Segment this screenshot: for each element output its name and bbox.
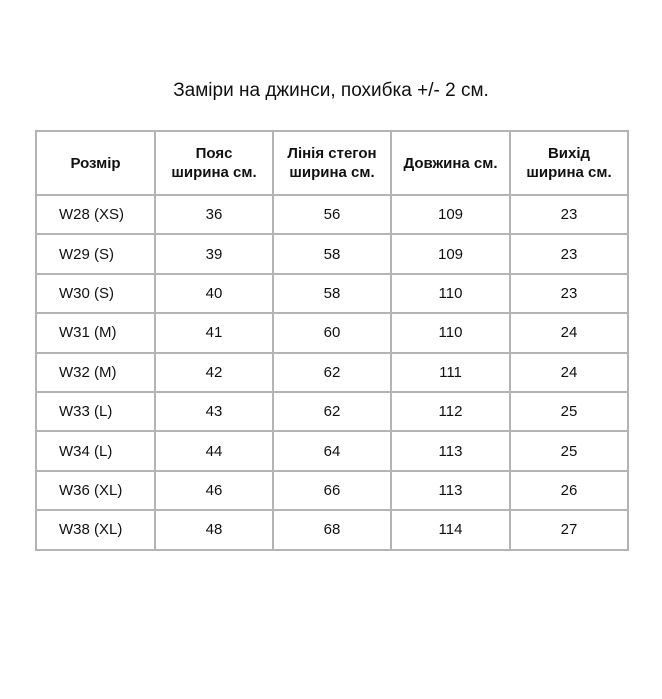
cell-waist: 42: [155, 353, 273, 392]
table-row: [36, 313, 628, 352]
header-length: Довжина см.: [391, 131, 510, 195]
cell-hips: 56: [273, 195, 391, 234]
cell-size: W36 (XL): [36, 471, 155, 510]
cell-waist: 48: [155, 510, 273, 549]
table-row: [36, 392, 628, 431]
table-row: [36, 471, 628, 510]
jeans-size-table: [35, 130, 629, 551]
cell-waist: 41: [155, 313, 273, 352]
cell-length: 111: [391, 353, 510, 392]
table-row: [36, 195, 628, 234]
cell-length: 109: [391, 195, 510, 234]
cell-leg-opening: 23: [510, 195, 628, 234]
cell-length: 112: [391, 392, 510, 431]
cell-length: 113: [391, 471, 510, 510]
cell-size: W28 (XS): [36, 195, 155, 234]
table-row: [36, 274, 628, 313]
cell-hips: 58: [273, 234, 391, 273]
cell-leg-opening: 24: [510, 313, 628, 352]
header-size: Розмір: [36, 131, 155, 195]
cell-leg-opening: 25: [510, 392, 628, 431]
cell-length: 114: [391, 510, 510, 549]
cell-size: W34 (L): [36, 431, 155, 470]
cell-waist: 46: [155, 471, 273, 510]
table-row: [36, 353, 628, 392]
header-hips: Лінія стегон ширина см.: [273, 131, 391, 195]
cell-leg-opening: 24: [510, 353, 628, 392]
cell-size: W38 (XL): [36, 510, 155, 549]
cell-hips: 58: [273, 274, 391, 313]
cell-size: W31 (M): [36, 313, 155, 352]
cell-hips: 68: [273, 510, 391, 549]
table-body: [36, 195, 628, 550]
cell-size: W30 (S): [36, 274, 155, 313]
cell-waist: 43: [155, 392, 273, 431]
header-leg-opening: Вихід ширина см.: [510, 131, 628, 195]
cell-leg-opening: 23: [510, 274, 628, 313]
cell-leg-opening: 26: [510, 471, 628, 510]
table-row: [36, 510, 628, 549]
cell-waist: 44: [155, 431, 273, 470]
cell-leg-opening: 23: [510, 234, 628, 273]
table-header-row: [36, 131, 628, 195]
cell-waist: 40: [155, 274, 273, 313]
table-row: [36, 234, 628, 273]
cell-leg-opening: 27: [510, 510, 628, 549]
cell-length: 110: [391, 274, 510, 313]
cell-hips: 66: [273, 471, 391, 510]
cell-waist: 39: [155, 234, 273, 273]
cell-size: W33 (L): [36, 392, 155, 431]
cell-waist: 36: [155, 195, 273, 234]
cell-hips: 60: [273, 313, 391, 352]
cell-size: W32 (M): [36, 353, 155, 392]
cell-size: W29 (S): [36, 234, 155, 273]
cell-length: 113: [391, 431, 510, 470]
cell-length: 110: [391, 313, 510, 352]
table-row: [36, 431, 628, 470]
page-title: Заміри на джинси, похибка +/- 2 см.: [173, 80, 489, 101]
cell-hips: 62: [273, 353, 391, 392]
header-waist: Пояс ширина см.: [155, 131, 273, 195]
cell-length: 109: [391, 234, 510, 273]
cell-hips: 62: [273, 392, 391, 431]
cell-hips: 64: [273, 431, 391, 470]
cell-leg-opening: 25: [510, 431, 628, 470]
